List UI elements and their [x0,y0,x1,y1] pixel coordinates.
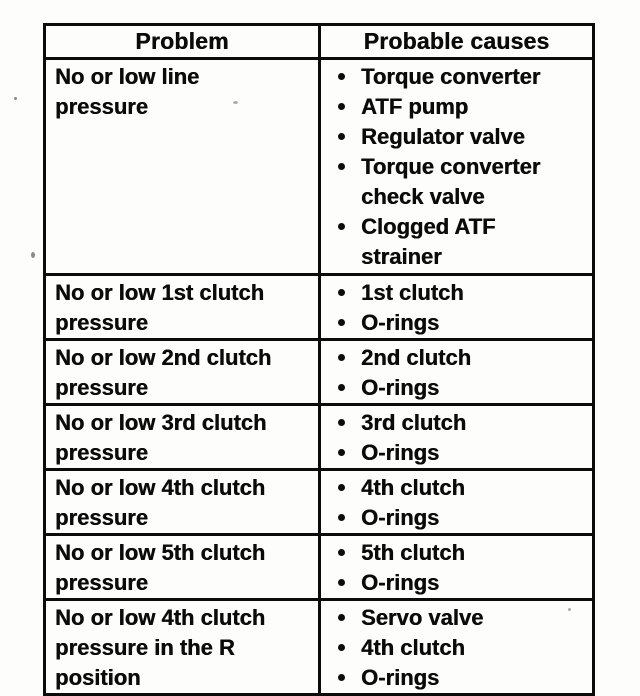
cause-item: O-rings [321,373,592,403]
problem-cell [45,600,320,695]
problem-text: No or low 4th clutch pressure in the R position [55,605,266,690]
causes-list [321,601,592,693]
table-row [45,275,594,340]
causes-cell [320,535,594,600]
cause-item: Regulator valve [321,122,592,152]
scan-speckle [14,97,17,100]
table-header-row [45,25,594,59]
problem-cell [45,59,320,275]
problem-text: No or low line pressure [55,64,200,119]
cause-item: Servo valve [321,603,592,633]
causes-cell [320,405,594,470]
table-row [45,600,594,695]
scan-speckle [568,608,571,611]
cause-item: O-rings [321,503,592,533]
causes-cell [320,470,594,535]
column-header-probable-causes: Probable causes [320,25,594,59]
table-row [45,340,594,405]
causes-list [321,406,592,468]
cause-item: Clogged ATF strainer [321,212,592,272]
table-row [45,470,594,535]
troubleshooting-table [43,23,595,696]
problem-cell [45,470,320,535]
cause-item: 3rd clutch [321,408,592,438]
causes-list [321,471,592,533]
cause-item: O-rings [321,568,592,598]
problem-cell [45,405,320,470]
cause-item: Torque converter check valve [321,152,592,212]
causes-cell [320,275,594,340]
cause-item: 4th clutch [321,473,592,503]
causes-list [321,536,592,598]
table-row [45,59,594,275]
scan-speckle [233,101,238,104]
causes-cell [320,600,594,695]
problem-text: No or low 5th clutch pressure [55,540,266,595]
causes-list [321,276,592,338]
problem-cell [45,275,320,340]
table-row [45,535,594,600]
scan-speckle [31,252,35,258]
cause-item: 2nd clutch [321,343,592,373]
problem-text: No or low 1st clutch pressure [55,280,265,335]
cause-item: Torque converter [321,62,592,92]
causes-cell [320,340,594,405]
cause-item: 5th clutch [321,538,592,568]
cause-item: O-rings [321,663,592,693]
problem-text: No or low 4th clutch pressure [55,475,266,530]
causes-list [321,341,592,403]
problem-text: No or low 2nd clutch pressure [55,345,272,400]
causes-list [321,60,592,272]
problem-cell [45,535,320,600]
column-header-problem: Problem [45,25,320,59]
cause-item: O-rings [321,438,592,468]
causes-cell [320,59,594,275]
problem-cell [45,340,320,405]
cause-item: ATF pump [321,92,592,122]
cause-item: 1st clutch [321,278,592,308]
table-row [45,405,594,470]
cause-item: O-rings [321,308,592,338]
cause-item: 4th clutch [321,633,592,663]
problem-text: No or low 3rd clutch pressure [55,410,267,465]
